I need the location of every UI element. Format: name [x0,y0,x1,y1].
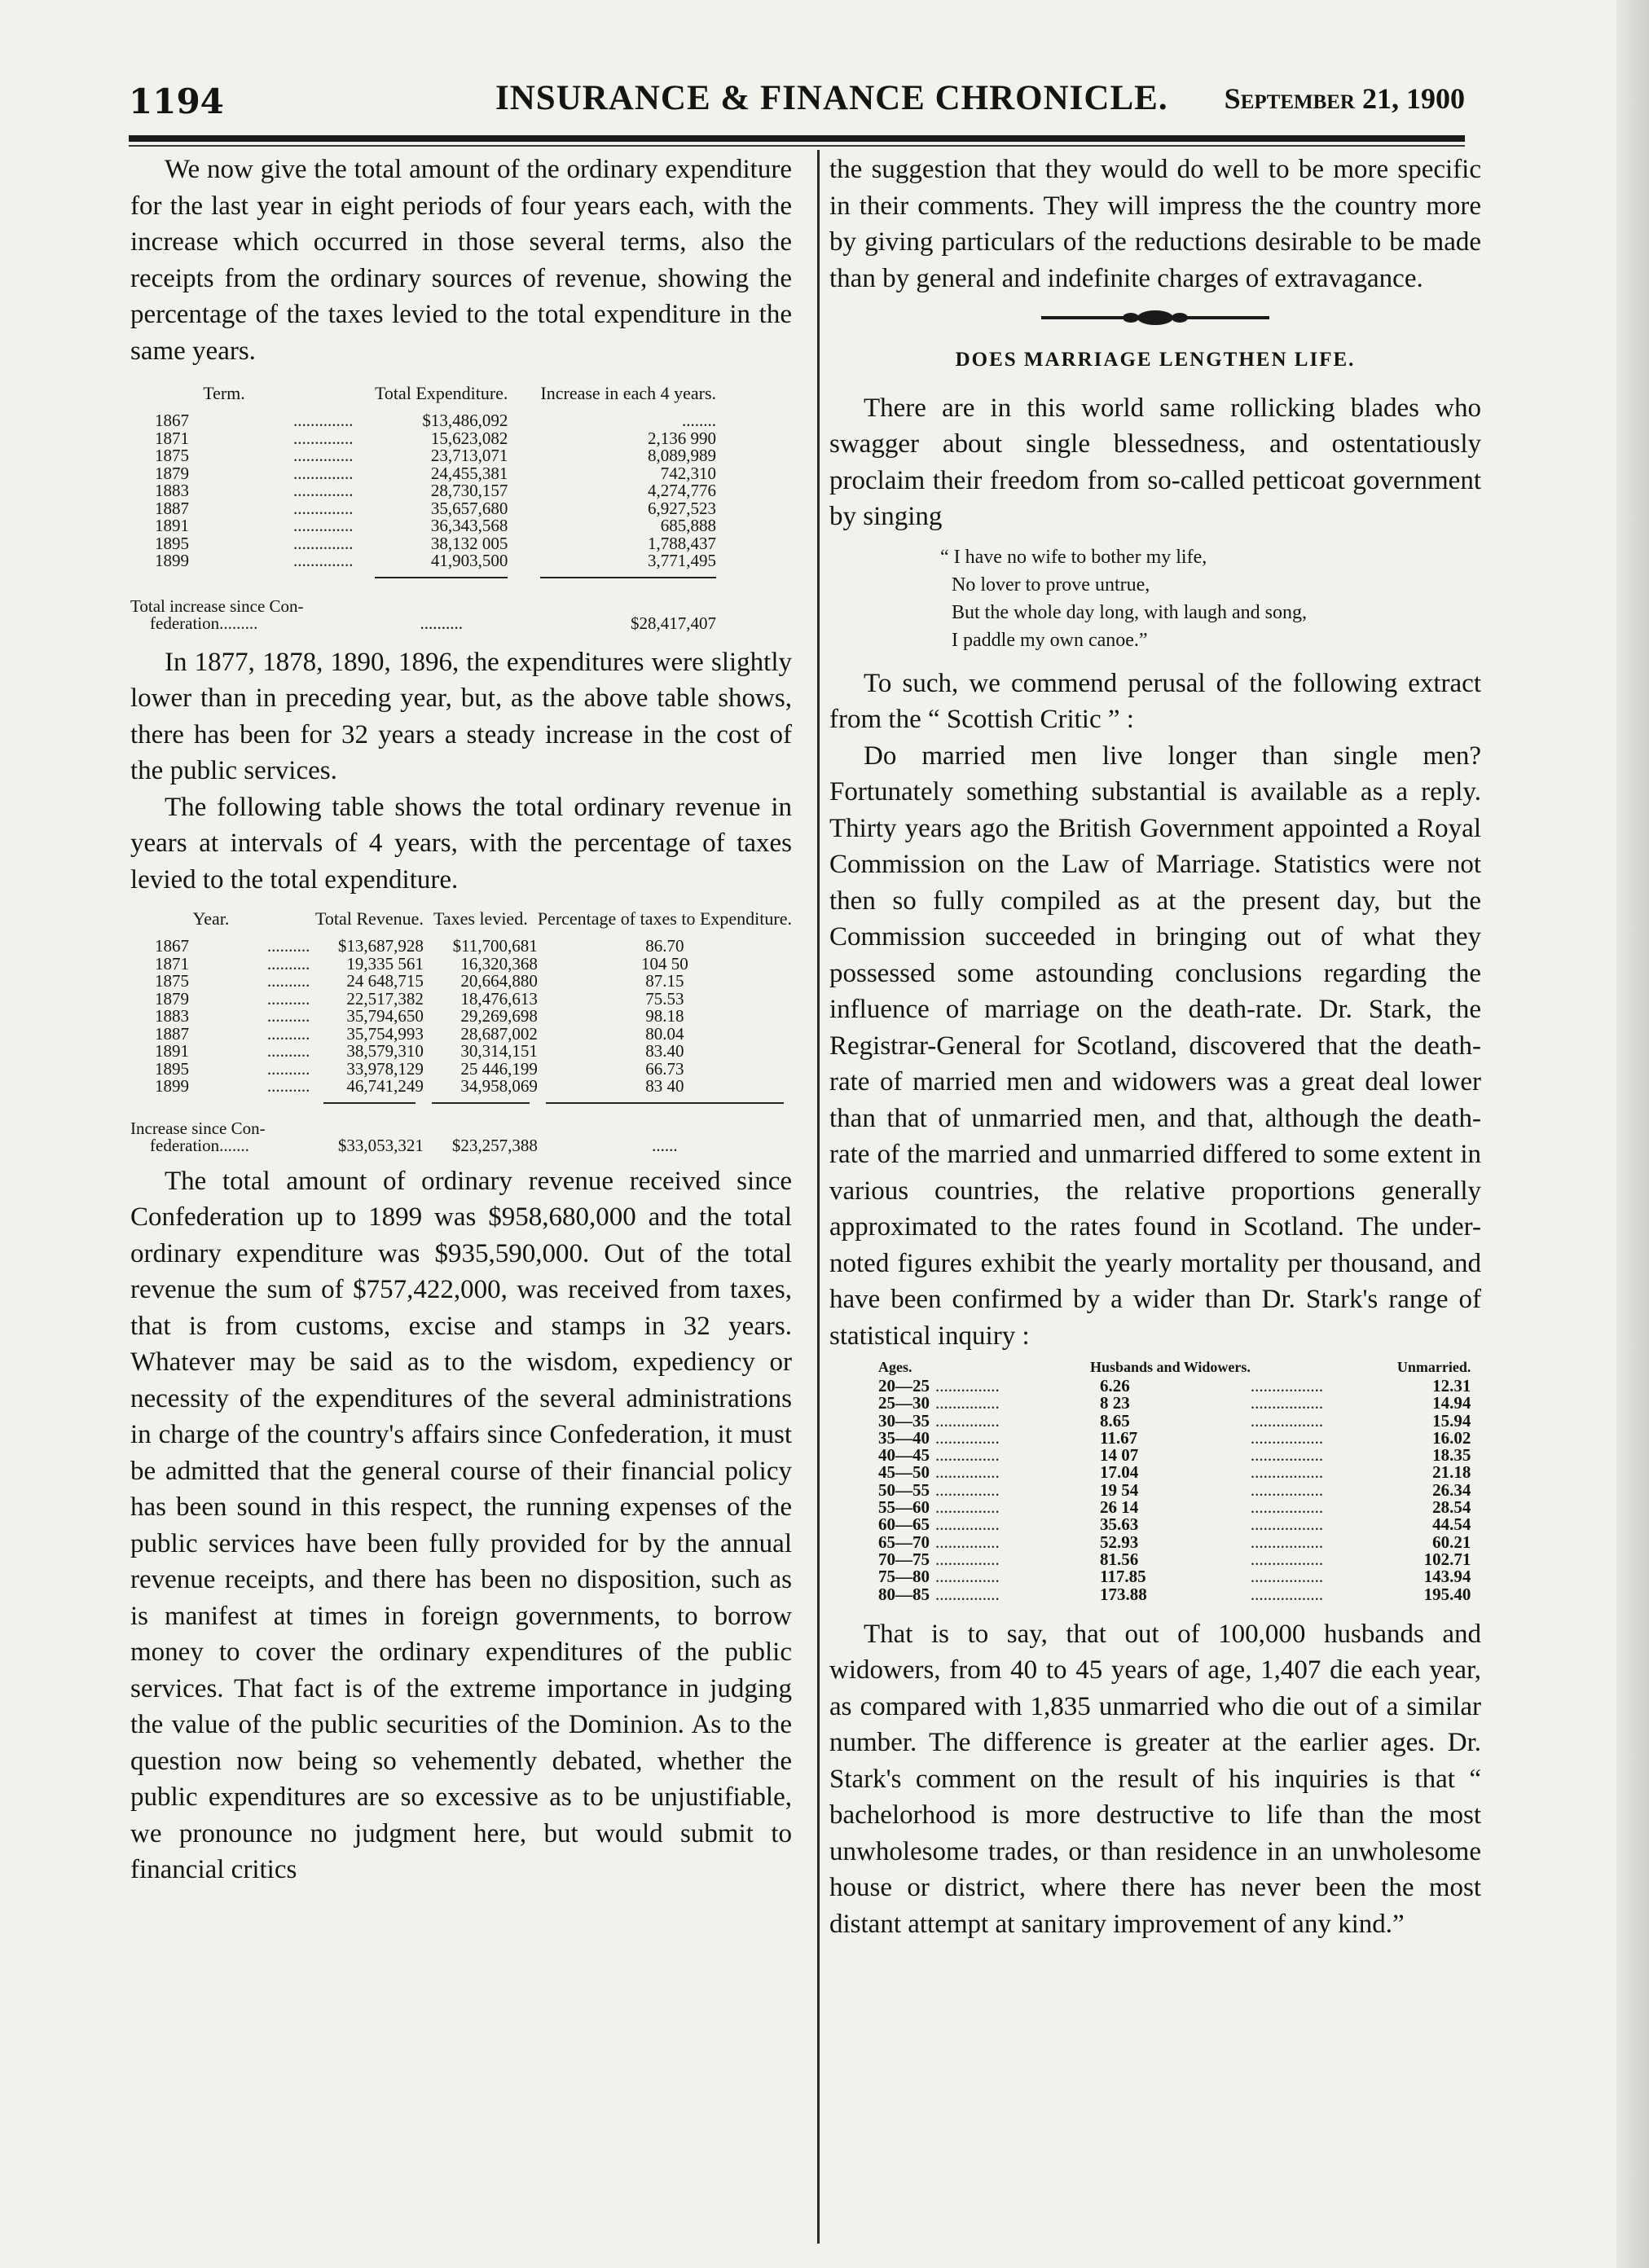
table-row [155,500,716,518]
leader-dots: .......... [266,1006,310,1026]
revenue-cell: 38,579,310 [346,1041,424,1061]
column-header: Term. [203,383,245,403]
leader-dots: ............... [935,1567,1000,1587]
table-row [155,1061,792,1079]
increase-cell: 685,888 [660,516,717,535]
total-cell: 36,343,568 [430,516,508,535]
unmarried-cell: 44.54 [1432,1514,1471,1535]
ages-cell: 30—35 [878,1410,930,1431]
total-label: federation [150,613,220,633]
total-label: federation [150,1136,220,1155]
table-row [878,1551,1471,1568]
term-cell: 1899 [155,551,189,570]
table-row [878,1534,1471,1551]
table-row [878,1413,1471,1430]
unmarried-cell: 14.94 [1432,1393,1471,1413]
ages-cell: 60—65 [878,1514,930,1535]
section-divider-ornament [1041,308,1269,327]
married-cell: 52.93 [1100,1532,1139,1552]
married-cell: 35.63 [1100,1514,1139,1535]
paragraph: the suggestion that they would do well to be more specific in their comments. They will impress the the country more by giving particulars of the reductions desirable to be made than by general and indefinite charges of extravagance. [829,155,1481,293]
total-cell: 28,730,157 [430,481,508,500]
increase-cell: ........ [682,411,717,430]
header-rule-thick [129,135,1465,142]
term-cell: 1887 [155,498,189,518]
increase-cell: 2,136 990 [648,428,717,448]
ages-cell: 40—45 [878,1445,930,1466]
leader-dots: ............... [935,1479,1000,1500]
table-row [155,465,716,483]
total-cell: 23,713,071 [430,446,508,465]
inc-percentage: ...... [652,1136,678,1155]
total-row [155,578,716,616]
mortality-table [878,1360,1481,1603]
revenue-cell: 19,335 561 [346,953,424,974]
table-row [878,1499,1471,1516]
ages-cell: 45—50 [878,1462,930,1483]
ages-cell: 75—80 [878,1567,930,1587]
percentage-cell: 80.04 [645,1023,684,1044]
paragraph: There are in this world same rollicking blades who swagger about single blessedness, and ostentatiously proclaim their freedom from so-called petticoat government by singing [829,393,1481,531]
leader-dots: .......... [266,1058,310,1079]
leader-dots: ................. [1250,1427,1324,1448]
table-row [155,430,716,448]
unmarried-cell: 28.54 [1432,1497,1471,1518]
leader-dots: ................. [1250,1567,1324,1587]
percentage-cell: 83.40 [645,1041,684,1061]
unmarried-cell: 143.94 [1423,1567,1471,1587]
increase-cell: 4,274,776 [648,481,717,500]
total-cell: $13,486,092 [422,411,508,430]
paragraph: In 1877, 1878, 1890, 1896, the expenditures were slightly lower than in preceding year, but, as the above table shows, there has been for 32 years a steady increase in the cost of the public services. [130,647,792,785]
total-row [155,1104,792,1138]
column-header: Husbands and Widowers. [1090,1359,1251,1375]
column-header: Total Expenditure. [375,383,508,403]
paragraph: To such, we commend perusal of the following extract from the “ Scottish Critic ” : [829,668,1481,734]
unmarried-cell: 21.18 [1432,1462,1471,1483]
verse-line: No lover to prove untrue, [952,574,1150,596]
table-row [878,1482,1471,1499]
leader-dots: ................. [1250,1462,1324,1483]
married-cell: 6.26 [1100,1376,1130,1396]
year-cell: 1899 [155,1076,189,1096]
column-header: Ages. [878,1359,912,1375]
table-row [155,552,716,570]
percentage-cell: 75.53 [645,988,684,1009]
ages-cell: 55—60 [878,1497,930,1518]
leader-dots: ............... [935,1410,1000,1431]
increase-cell: 6,927,523 [648,498,717,518]
leader-dots: .......... [266,988,310,1009]
married-cell: 173.88 [1100,1584,1147,1604]
column-header: Year. [192,908,230,929]
column-header: Taxes levied. [433,908,528,929]
leader-dots: ................. [1250,1445,1324,1466]
taxes-cell: 30,314,151 [460,1041,538,1061]
percentage-cell: 98.18 [645,1006,684,1026]
column-header: Total Revenue. [314,908,424,929]
increase-cell: 1,788,437 [648,533,717,553]
revenue-cell: 33,978,129 [346,1058,424,1079]
leader-dots: ................. [1250,1549,1324,1569]
paragraph: The following table shows the total ordinary revenue in years at intervals of 4 years, with the percentage of taxes levied to the total expenditure. [130,792,792,894]
verse-line: “ I have no wife to bother my life, [940,546,1207,568]
ages-cell: 50—55 [878,1479,930,1500]
ages-cell: 65—70 [878,1532,930,1552]
increase-cell: 3,771,495 [648,551,717,570]
table-row [155,1078,792,1096]
ages-cell: 70—75 [878,1549,930,1569]
leader-dots: .......... [266,971,310,991]
married-cell: 81.56 [1100,1549,1139,1569]
leader-dots: .............. [293,411,354,430]
year-cell: 1879 [155,988,189,1009]
total-cell: 35,657,680 [430,498,508,518]
table-header-row [155,384,716,412]
leader-dots: .............. [293,463,354,483]
year-cell: 1891 [155,1041,189,1061]
total-value: $28,417,407 [631,613,717,633]
column-header: Increase in each 4 years. [540,383,717,403]
leader-dots: ............... [935,1549,1000,1569]
table-row [155,1026,792,1044]
leader-dots: ............... [935,1497,1000,1518]
table-row [155,938,792,956]
married-cell: 26 14 [1100,1497,1139,1518]
table-row [155,412,716,430]
total-cell: 38,132 005 [430,533,508,553]
leader-dots: ............... [935,1532,1000,1552]
verse-quote [940,543,1481,654]
table-row [155,956,792,974]
percentage-cell: 86.70 [645,936,684,956]
paragraph: We now give the total amount of the ordinary expenditure for the last year in eight periods of four years each, with the increase which occurred in those several terms, also the receipts from the ordinary sources of revenue, showing the percentage of the taxes levied to the total expenditure in the same years. [130,155,792,366]
leader-dots: .......... [266,1041,310,1061]
year-cell: 1875 [155,971,189,991]
paragraph: That is to say, that out of 100,000 husbands and widowers, from 40 to 45 years of age, 1,407 die each year, as compared with 1,835 unmarried who die out of a similar number. The difference is greater at the earlier ages. Dr. Stark's comment on the result of his inquiries is that “ bachelorhood is more destructive to life than the most unwholesome trades, or than residence in an unwholesome house or district, where there has never been the most distant attempt at sanitary improvement of any kind.” [829,1619,1481,1939]
married-cell: 17.04 [1100,1462,1139,1483]
leader-dots: ................. [1250,1410,1324,1431]
column-header: Percentage of taxes to Expenditure. [537,908,792,929]
term-cell: 1895 [155,533,189,553]
taxes-cell: 16,320,368 [460,953,538,974]
table-row [155,535,716,553]
table-row [155,517,716,535]
leader-dots: .............. [293,516,354,535]
leader-dots: ................. [1250,1497,1324,1518]
married-cell: 14 07 [1100,1445,1139,1466]
revenue-cell: $13,687,928 [337,936,424,956]
revenue-cell: 35,794,650 [346,1006,424,1026]
table-row [155,482,716,500]
page-number: 1194 [129,81,224,121]
increase-cell: 8,089,989 [648,446,717,465]
verse-line: But the whole day long, with laugh and song, [952,601,1307,623]
year-cell: 1895 [155,1058,189,1079]
table-row [878,1447,1471,1464]
leader-dots: .............. [293,533,354,553]
taxes-cell: 20,664,880 [460,971,538,991]
year-cell: 1887 [155,1023,189,1044]
table-row [878,1378,1471,1395]
verse-line: I paddle my own canoe.” [952,629,1148,651]
inc-taxes: $23,257,388 [451,1136,538,1155]
married-cell: 117.85 [1100,1567,1146,1587]
married-cell: 8 23 [1100,1393,1130,1413]
unmarried-cell: 16.02 [1432,1427,1471,1448]
total-mid: .......... [420,613,463,633]
taxes-cell: 28,687,002 [460,1023,538,1044]
inc-revenue: $33,053,321 [337,1136,424,1155]
taxes-cell: 18,476,613 [460,988,538,1009]
leader-dots: ............... [935,1584,1000,1604]
ages-cell: 25—30 [878,1393,930,1413]
leader-dots: .............. [293,498,354,518]
leader-dots: ....... [219,1136,249,1155]
table-row [878,1516,1471,1533]
leader-dots: .............. [293,446,354,465]
leader-dots: .......... [266,1076,310,1096]
leader-dots: ............... [935,1393,1000,1413]
column-header: Unmarried. [1396,1359,1471,1375]
table-row [878,1568,1471,1585]
unmarried-cell: 60.21 [1432,1532,1471,1552]
header-rule-thin [129,145,1465,147]
total-cell: 24,455,381 [430,463,508,483]
table-row [878,1586,1471,1603]
leader-dots: .............. [293,481,354,500]
article-heading: DOES MARRIAGE LENGTHEN LIFE. [955,349,1356,371]
term-cell: 1867 [155,411,189,430]
ages-cell: 35—40 [878,1427,930,1448]
page-header [129,75,1465,124]
term-cell: 1883 [155,481,189,500]
leader-dots: ................. [1250,1532,1324,1552]
percentage-cell: 83 40 [645,1076,684,1096]
revenue-cell: 22,517,382 [346,988,424,1009]
left-column [130,150,792,1888]
increase-cell: 742,310 [660,463,717,483]
taxes-cell: 34,958,069 [460,1076,538,1096]
unmarried-cell: 15.94 [1432,1410,1471,1431]
taxes-cell: 29,269,698 [460,1006,538,1026]
column-divider [817,150,820,2244]
unmarried-cell: 12.31 [1432,1376,1471,1396]
revenue-cell: 35,754,993 [346,1023,424,1044]
masthead-title: INSURANCE & FINANCE CHRONICLE. [495,79,1168,117]
unmarried-cell: 18.35 [1432,1445,1471,1466]
leader-dots: ................. [1250,1514,1324,1535]
total-label: Increase since Con- [130,1118,266,1138]
taxes-cell: $11,700,681 [452,936,538,956]
percentage-cell: 87.15 [645,971,684,991]
table-row [155,1043,792,1061]
table-row [155,1008,792,1026]
term-cell: 1871 [155,428,189,448]
leader-dots: .......... [266,1023,310,1044]
unmarried-cell: 102.71 [1423,1549,1471,1569]
total-label: Total increase since Con- [130,596,304,616]
leader-dots: ................. [1250,1393,1324,1413]
revenue-cell: 24 648,715 [346,971,424,991]
leader-dots: .............. [293,551,354,570]
total-row [155,1137,792,1155]
total-cell: 15,623,082 [430,428,508,448]
right-column [829,150,1481,1942]
revenue-cell: 46,741,249 [346,1076,424,1096]
percentage-cell: 104 50 [641,953,688,974]
unmarried-cell: 195.40 [1423,1584,1471,1604]
table-row [878,1395,1471,1412]
table-row [878,1430,1471,1447]
table-row [155,991,792,1009]
page-edge-shadow [1616,0,1649,2268]
married-cell: 11.67 [1100,1427,1138,1448]
leader-dots: .............. [293,428,354,448]
leader-dots: ................. [1250,1479,1324,1500]
leader-dots: ............... [935,1427,1000,1448]
leader-dots: ................. [1250,1376,1324,1396]
expenditure-table [130,383,792,633]
table-row [155,447,716,465]
leader-dots: .......... [266,953,310,974]
leader-dots: ......... [219,613,258,633]
table-row [155,973,792,991]
term-cell: 1875 [155,446,189,465]
revenue-table [130,908,792,1155]
table-header-row [155,909,792,938]
table-row [878,1464,1471,1481]
leader-dots: ............... [935,1462,1000,1483]
leader-dots: .......... [266,936,310,956]
total-row [155,615,716,633]
percentage-cell: 66.73 [645,1058,684,1079]
married-cell: 8.65 [1100,1410,1130,1431]
year-cell: 1867 [155,936,189,956]
taxes-cell: 25 446,199 [460,1058,538,1079]
term-cell: 1879 [155,463,189,483]
ages-cell: 20—25 [878,1376,930,1396]
total-cell: 41,903,500 [430,551,508,570]
leader-dots: ............... [935,1376,1000,1396]
paragraph: Do married men live longer than single men? Fortunately something substantial is available as a reply. Thirty years ago the British Government appointed a Royal Commission on the Law of Marriage. Statistics were not then so fully compiled as at the present day, but the Commission succeeded in bringing out of what they possessed some astounding conclusions regarding the influence of marriage on the death-rate. Dr. Stark, the Registrar-General for Scotland, discovered that the death-rate of married men and widowers was a great deal lower than that of unmarried men, and that, although the death-rate of the married and unmarried differed to some extent in various countries, the relative proportions generally approximated to the rates found in Scotland. The under-noted figures exhibit the yearly mortality per thousand, and have been confirmed by a wider than Dr. Stark's range of statistical inquiry : [829,741,1481,1351]
married-cell: 19 54 [1100,1479,1139,1500]
table-header-row [878,1360,1471,1378]
year-cell: 1883 [155,1006,189,1026]
leader-dots: ............... [935,1445,1000,1466]
ages-cell: 80—85 [878,1584,930,1604]
leader-dots: ............... [935,1514,1000,1535]
paragraph: The total amount of ordinary revenue received since Confederation up to 1899 was $958,680,000 and the total ordinary expenditure was $935,590,000. Out of the total revenue the sum of $757,422,000, was received from taxes, that is from customs, excise and stamps in 32 years. Whatever may be said as to the wisdom, expediency or necessity of the expenditures of the several administrations in charge of the country's affairs since Confederation, it must be admitted that the general course of their financial policy has been sound in this respect, the running expenses of the public services have been fully provided for by the annual revenue receipts, and there has been no disposition, such as is manifest at times in foreign governments, to borrow money to cover the ordinary expenditures of the public services. That fact is of the extreme importance in judging the value of the public securities of the Dominion. As to the question now being so vehemently debated, whether the public expenditures are so excessive as to be unjustifiable, we pronounce no judgment here, but would submit to financial critics [130,1166,792,1884]
year-cell: 1871 [155,953,189,974]
issue-date: September 21, 1900 [1224,82,1465,115]
leader-dots: ................. [1250,1584,1324,1604]
term-cell: 1891 [155,516,189,535]
unmarried-cell: 26.34 [1432,1479,1471,1500]
